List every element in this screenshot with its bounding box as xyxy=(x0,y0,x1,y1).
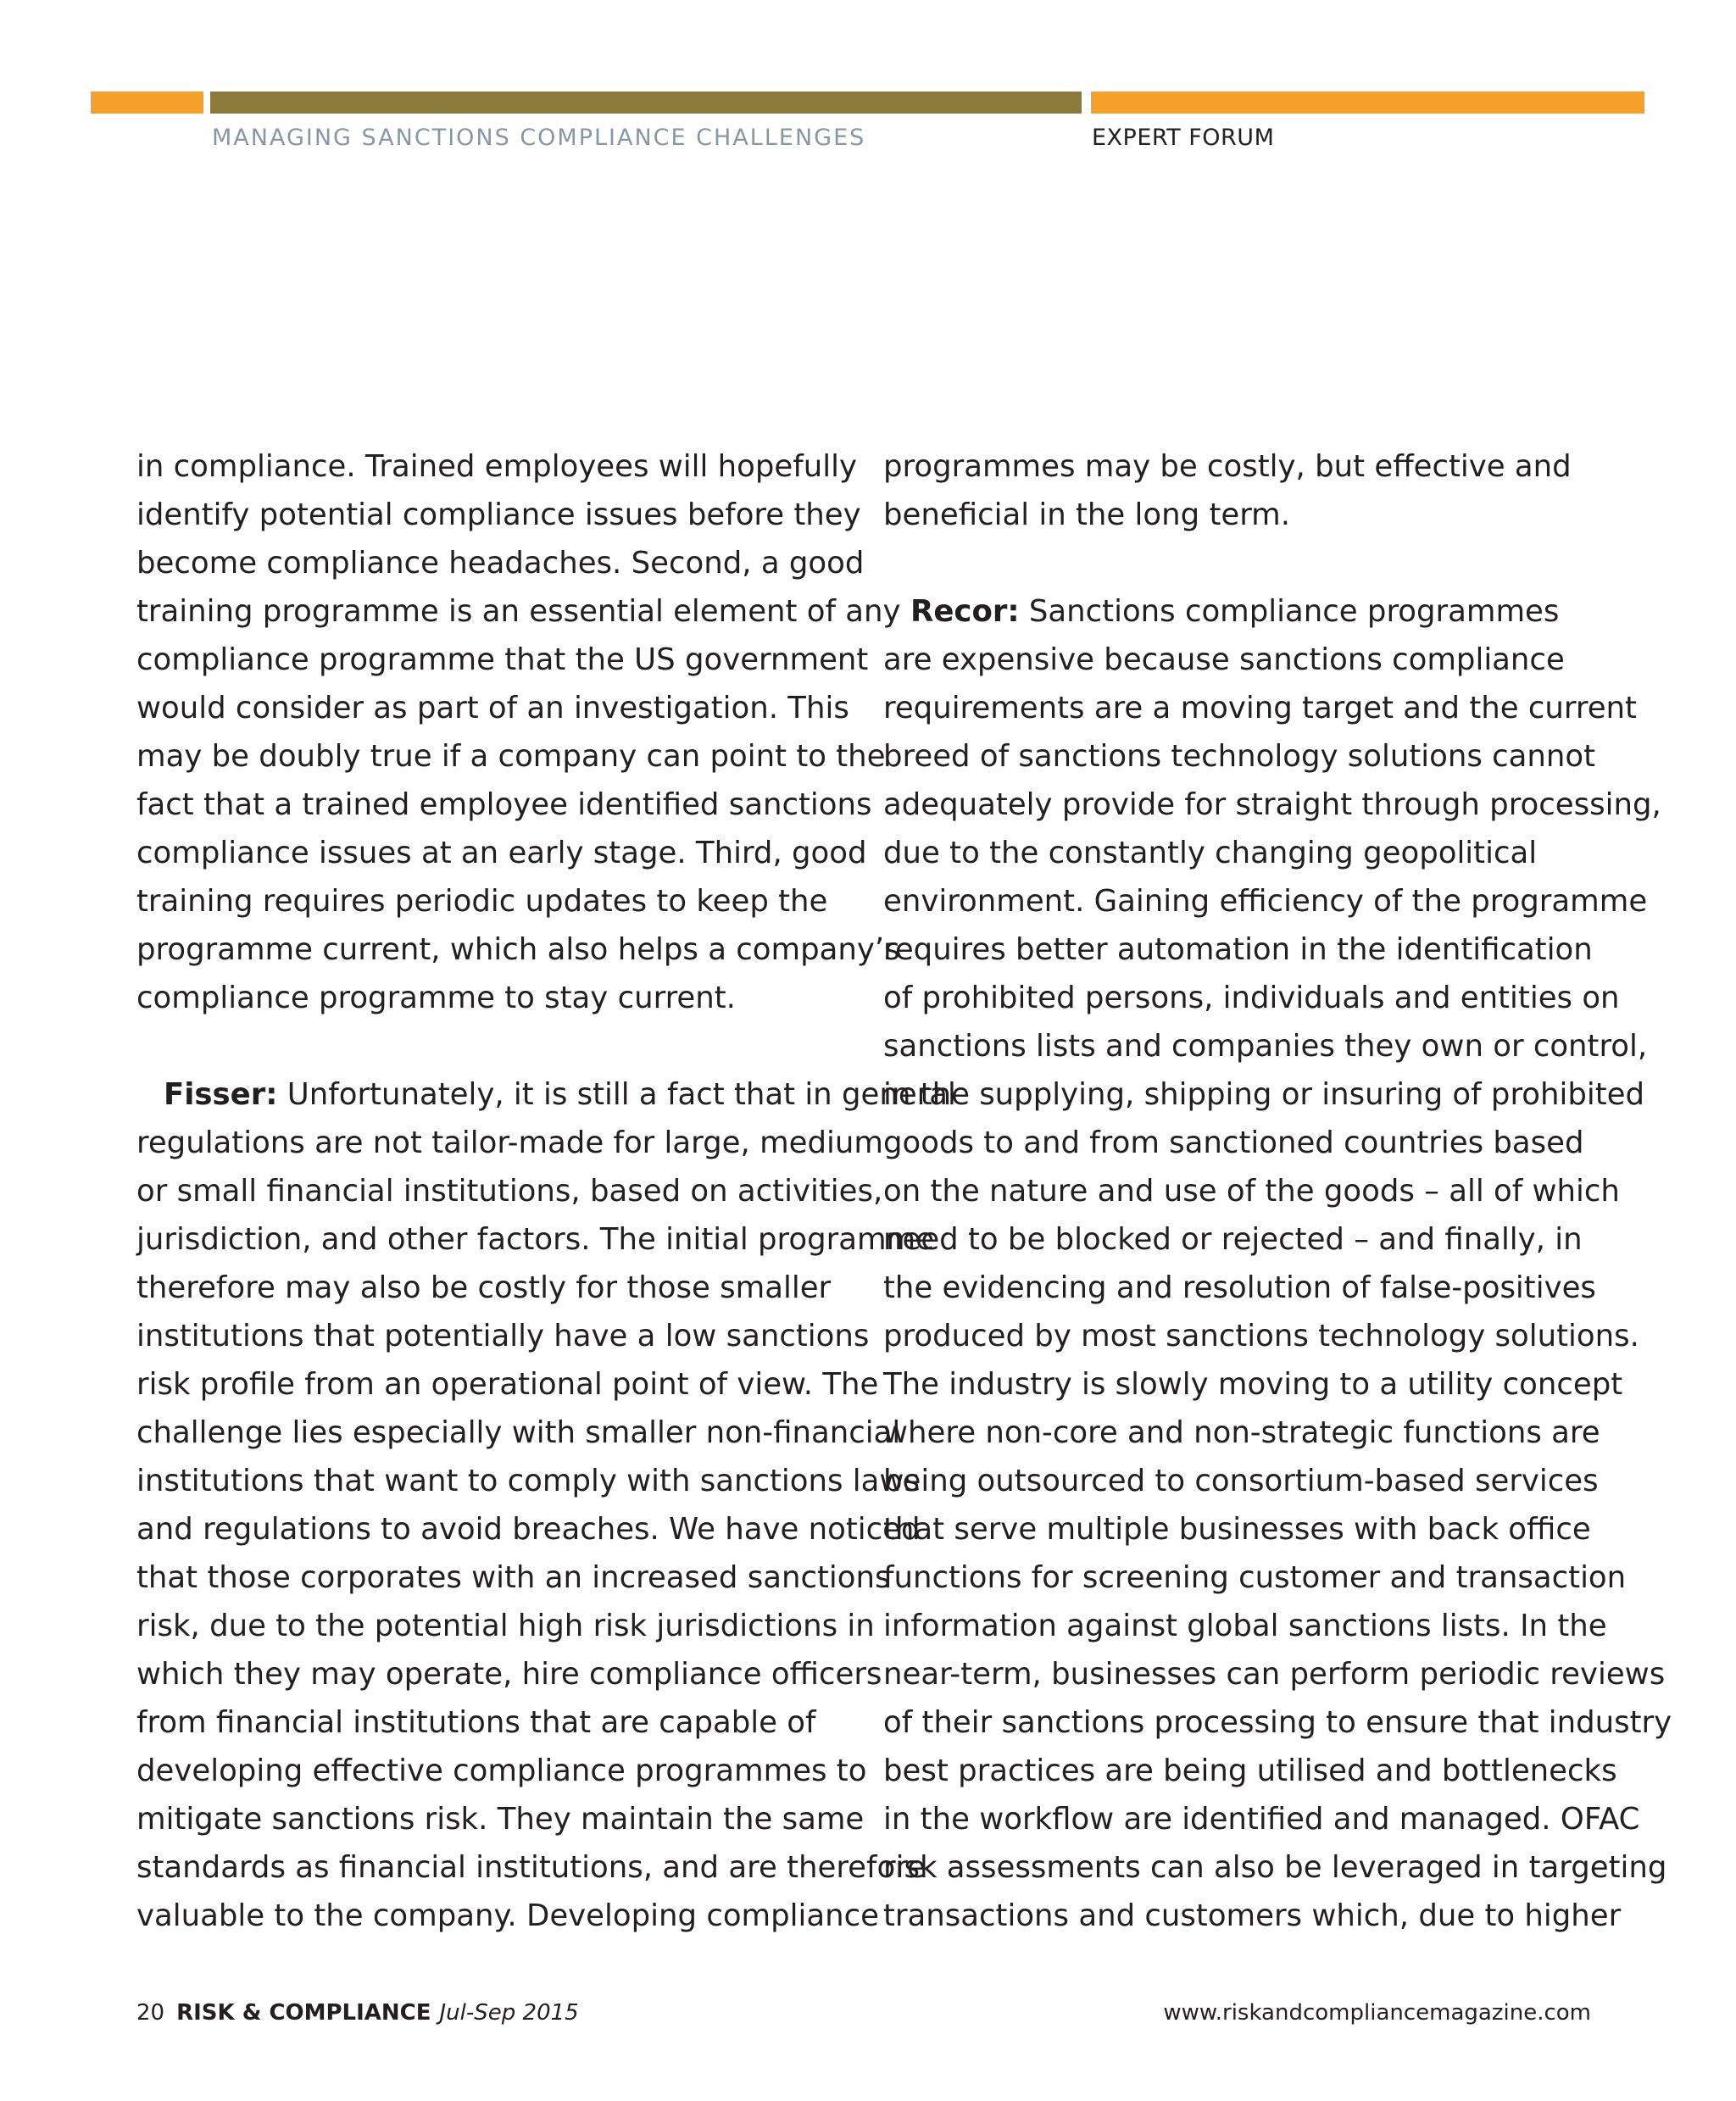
text-line: standards as financial institutions, and are therefore xyxy=(136,1850,926,1885)
text-line: beneficial in the long term. xyxy=(883,497,1291,532)
text-line: are expensive because sanctions compliance xyxy=(883,642,1565,677)
text-line: in the supplying, shipping or insuring of prohibited xyxy=(883,1077,1645,1112)
text-line: jurisdiction, and other factors. The initial programme xyxy=(136,1222,934,1257)
text-line: regulations are not tailor-made for large, medium xyxy=(136,1126,883,1160)
text-line: compliance programme to stay current. xyxy=(136,981,736,1015)
text-line: or small financial institutions, based on activities, xyxy=(136,1174,883,1209)
text-line: would consider as part of an investigation. This xyxy=(136,691,849,725)
page-number: 20 xyxy=(136,2000,165,2026)
right-column xyxy=(883,442,1672,1940)
text-line: goods to and from sanctioned countries based xyxy=(883,1126,1584,1160)
footer-left xyxy=(136,1998,579,2027)
text-line: being outsourced to consortium-based services xyxy=(883,1464,1599,1498)
text-line: become compliance headaches. Second, a good xyxy=(136,546,865,581)
issue-date: Jul-Sep 2015 xyxy=(439,2000,579,2026)
text-line: therefore may also be costly for those smaller xyxy=(136,1270,832,1305)
text-line xyxy=(883,587,1629,636)
paragraph-gap xyxy=(883,539,1629,587)
text-line: institutions that potentially have a low sanctions xyxy=(136,1319,870,1353)
text-line: risk profile from an operational point of view. The xyxy=(136,1367,879,1402)
text-line: sanctions lists and companies they own or control, xyxy=(883,1029,1648,1064)
speaker-text: Sanctions compliance programmes xyxy=(1028,594,1560,629)
text-line: training requires periodic updates to keep the xyxy=(136,884,828,919)
header-accent-bar-middle xyxy=(210,92,1082,114)
text-line: in the workflow are identified and managed. OFAC xyxy=(883,1802,1640,1837)
text-line: need to be blocked or rejected – and finally, in xyxy=(883,1222,1583,1257)
text-line: institutions that want to comply with sanctions laws xyxy=(136,1464,920,1498)
paragraph xyxy=(883,587,1672,1940)
text-line: of prohibited persons, individuals and entities on xyxy=(883,981,1620,1015)
text-line: the evidencing and resolution of false-positives xyxy=(883,1270,1596,1305)
text-line: identify potential compliance issues before they xyxy=(136,497,861,532)
text-line: functions for screening customer and transaction xyxy=(883,1560,1627,1595)
text-line: training programme is an essential element of any xyxy=(136,594,901,629)
text-line: near-term, businesses can perform periodic reviews xyxy=(883,1657,1666,1692)
text-line: mitigate sanctions risk. They maintain the same xyxy=(136,1802,865,1837)
text-line: breed of sanctions technology solutions cannot xyxy=(883,739,1596,774)
text-line: fact that a trained employee identified sanctions xyxy=(136,787,872,822)
section-title: MANAGING SANCTIONS COMPLIANCE CHALLENGES xyxy=(212,125,866,151)
text-line: and regulations to avoid breaches. We have noticed xyxy=(136,1512,921,1547)
text-line: environment. Gaining efficiency of the programme xyxy=(883,884,1648,919)
left-column xyxy=(136,442,956,1940)
paragraph xyxy=(136,442,901,1022)
magazine-name: RISK & COMPLIANCE xyxy=(176,2000,431,2026)
text-line: information against global sanctions lists. In the xyxy=(883,1609,1607,1643)
speaker-name-fisser: Fisser: xyxy=(164,1077,278,1112)
text-line: that those corporates with an increased sanctions xyxy=(136,1560,891,1595)
header-accent-bar-right xyxy=(1091,92,1644,114)
text-line: requires better automation in the identification xyxy=(883,932,1593,967)
text-line: compliance programme that the US government xyxy=(136,642,869,677)
text-line: best practices are being utilised and bottlenecks xyxy=(883,1754,1617,1788)
text-line: on the nature and use of the goods – all of which xyxy=(883,1174,1620,1209)
text-line: developing effective compliance programmes to xyxy=(136,1754,867,1788)
header-accent-bar-left xyxy=(91,92,203,114)
text-line: The industry is slowly moving to a utility concept xyxy=(883,1367,1623,1402)
text-line: risk, due to the potential high risk jurisdictions in xyxy=(136,1609,875,1643)
paragraph xyxy=(136,1070,956,1940)
text-line: that serve multiple businesses with back office xyxy=(883,1512,1591,1547)
paragraph-gap xyxy=(136,1022,882,1070)
text-line: requirements are a moving target and the current xyxy=(883,691,1637,725)
text-line: programmes may be costly, but effective and xyxy=(883,449,1572,484)
text-line: in compliance. Trained employees will hopefully xyxy=(136,449,857,484)
speaker-name-recor: Recor: xyxy=(910,594,1020,629)
text-line: due to the constantly changing geopolitical xyxy=(883,836,1538,870)
category-label: EXPERT FORUM xyxy=(1092,125,1275,151)
text-line: where non-core and non-strategic functions are xyxy=(883,1415,1600,1450)
text-line xyxy=(136,1070,956,1119)
speaker-text: Unfortunately, it is still a fact that in general xyxy=(287,1077,956,1112)
text-line: which they may operate, hire compliance officers xyxy=(136,1657,882,1692)
text-line: transactions and customers which, due to higher xyxy=(883,1898,1622,1933)
text-line: may be doubly true if a company can point to the xyxy=(136,739,886,774)
website-url[interactable]: www.riskandcompliancemagazine.com xyxy=(1163,2000,1591,2026)
text-line: produced by most sanctions technology solutions. xyxy=(883,1319,1639,1353)
text-line: of their sanctions processing to ensure that industry xyxy=(883,1705,1672,1740)
text-line: risk assessments can also be leveraged in targeting xyxy=(883,1850,1667,1885)
text-line: valuable to the company. Developing compliance xyxy=(136,1898,880,1933)
text-line: challenge lies especially with smaller non-financial xyxy=(136,1415,901,1450)
text-line: programme current, which also helps a company’s xyxy=(136,932,900,967)
text-line: adequately provide for straight through processing, xyxy=(883,787,1661,822)
paragraph xyxy=(883,442,1629,539)
text-line: compliance issues at an early stage. Third, good xyxy=(136,836,867,870)
text-line: from financial institutions that are capable of xyxy=(136,1705,816,1740)
